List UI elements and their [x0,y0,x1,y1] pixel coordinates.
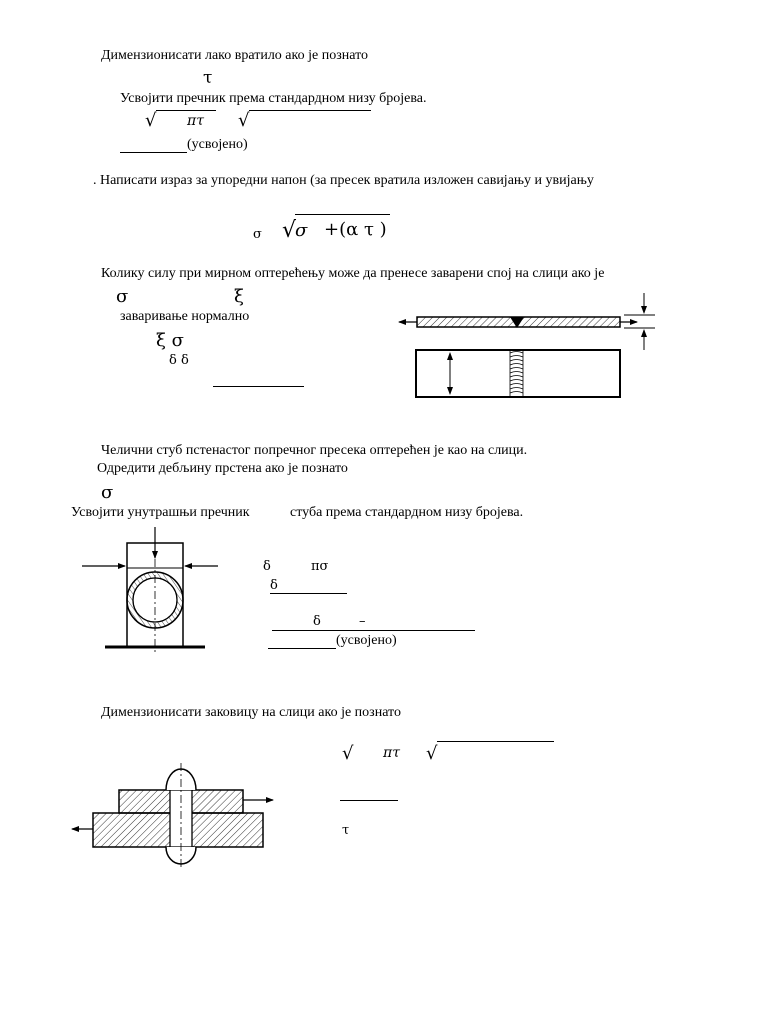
task5-tau: τ [342,823,350,838]
task5-statement: Димензионисати заковицу на слици ако је познато [101,705,401,720]
task3-delta-delta: δ δ [169,353,189,368]
task5-sqrt-left: √ [342,743,354,764]
task3-sigma: σ [116,286,129,307]
task2-statement: . Написати израз за упоредни напон (за пресек вратила изложен савијању и увијању [93,173,594,188]
welded-joint-figure [399,293,655,397]
rivet-joint-figure [72,763,273,870]
task4-line1: Челични стуб пстенастог попречног пресека оптерећен је као на слици. [101,443,528,458]
task4-line2: Одредити дебљину прстена ако је познато [97,461,348,476]
task4-instruction-a: Усвојити унутрашњи пречник [71,505,250,520]
task3-statement: Колику силу при мирном оптерећењу може да пренесе заварени спој на слици ако је [101,266,605,281]
task4-delta-2: δ [270,578,278,593]
task4-delta: δ [263,559,271,574]
weld-plate-top-view [416,350,620,397]
task2-sigma: σ [253,227,262,242]
ring-column-figure [82,527,218,655]
task4-instruction-b: стуба према стандардном низу бројева. [290,505,524,520]
task1-sqrt-right: √ [238,110,250,131]
task4-delta-3: δ [313,614,321,629]
task2-formula-radical: √ [282,218,297,243]
task3-welding-label: заваривање нормално [120,309,250,324]
task4-adopted-label: (усвојено) [336,633,397,648]
task2-formula-sigma: σ [295,220,308,241]
task5-sqrt-right: √ [426,743,438,764]
task3-xi-sigma: ξ σ [156,330,184,351]
task2-formula-rest: +(α τ ) [324,219,387,240]
task5-pi-tau: πτ [383,745,400,761]
task4-pi-sigma: πσ [311,559,329,574]
task1-statement: Димензионисати лако вратило ако је познато [101,48,369,63]
task1-tau-symbol: τ [203,68,213,88]
task4-sigma: σ [101,482,114,503]
task1-pi-tau: πτ [187,113,204,129]
task1-sqrt-left: √ [145,110,157,131]
task3-xi: ξ [234,286,244,307]
task4-dash: – [359,614,366,629]
task1-adopted-label: (усвојено) [187,137,248,152]
task1-instruction: Усвојити пречник према стандардном низу бројева. [120,91,427,106]
